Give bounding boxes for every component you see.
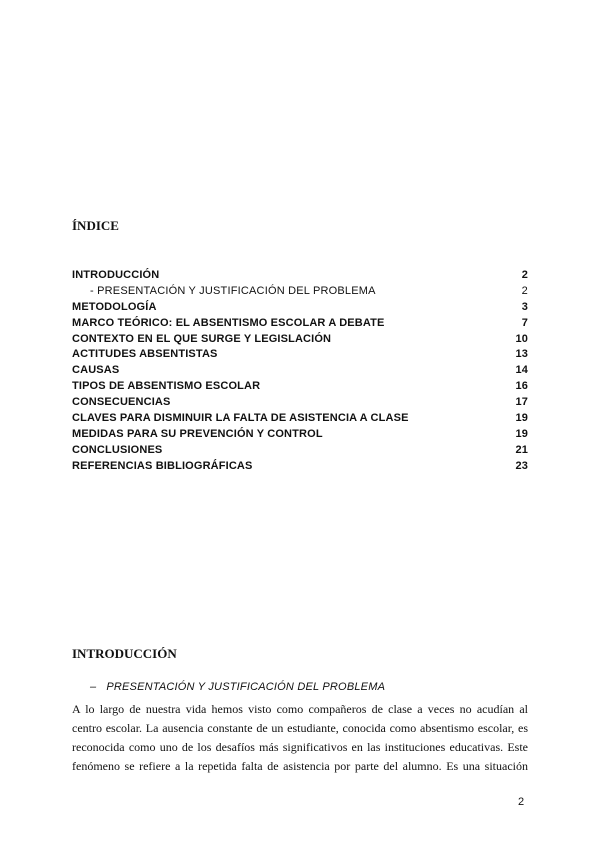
subheading-text: PRESENTACIÓN Y JUSTIFICACIÓN DEL PROBLEMA [106, 681, 386, 693]
toc-entry-page: 19 [515, 427, 528, 440]
toc-entry[interactable] [72, 427, 528, 443]
toc-entry-page: 7 [521, 316, 528, 329]
toc-entry-label: INTRODUCCIÓN [72, 269, 160, 281]
toc-entry-label: TIPOS DE ABSENTISMO ESCOLAR [72, 380, 261, 393]
toc-entry-page: 19 [515, 412, 528, 425]
toc-entry[interactable] [72, 347, 528, 363]
body-line: fenómeno se refiere a la repetida falta de asistencia por parte del alumno. Es una situación [72, 759, 528, 773]
toc-entry[interactable] [72, 332, 528, 348]
toc-entry-label: ACTITUDES ABSENTISTAS [72, 348, 218, 361]
toc-entry-label: MEDIDAS PARA SU PREVENCIÓN Y CONTROL [72, 427, 323, 440]
toc-entry-page: 2 [521, 269, 528, 281]
toc-entry-label: REFERENCIAS BIBLIOGRÁFICAS [72, 459, 253, 472]
toc-entry-page: 17 [515, 396, 528, 409]
section-subheading [90, 681, 385, 693]
toc-entry[interactable] [72, 284, 528, 300]
toc-entry[interactable] [72, 443, 528, 459]
index-title: ÍNDICE [72, 218, 119, 233]
body-line: reconocida como uno de los desafíos más significativos en las instituciones educativas. Este [72, 740, 528, 754]
toc-entry[interactable] [72, 459, 528, 475]
toc-entry-page: 3 [521, 300, 528, 313]
toc-entry-page: 14 [515, 364, 528, 377]
body-line: A lo largo de nuestra vida hemos visto como compañeros de clase a veces no acudían al [72, 702, 528, 716]
toc-entry-page: 21 [515, 443, 528, 456]
toc-entry-label: - PRESENTACIÓN Y JUSTIFICACIÓN DEL PROBLEMA [90, 284, 376, 297]
toc-entry-label: CAUSAS [72, 364, 120, 377]
toc-entry[interactable] [72, 379, 528, 395]
toc-entry[interactable] [72, 316, 528, 332]
toc-entry[interactable] [72, 300, 528, 316]
toc-entry-label: METODOLOGÍA [72, 300, 157, 313]
toc-entry-page: 16 [515, 380, 528, 393]
toc-entry[interactable] [72, 363, 528, 379]
toc-entry[interactable] [72, 411, 528, 427]
body-line: centro escolar. La ausencia constante de un estudiante, conocida como absentismo escolar, es [72, 721, 528, 735]
introduction-body [72, 700, 528, 776]
toc-entry-label: CONTEXTO EN EL QUE SURGE Y LEGISLACIÓN [72, 332, 332, 345]
toc-entry-label: CONCLUSIONES [72, 443, 163, 456]
toc-entry[interactable] [72, 395, 528, 411]
toc-entry-label: CLAVES PARA DISMINUIR LA FALTA DE ASISTENCIA A CLASE [72, 412, 409, 425]
toc-entry-label: MARCO TEÓRICO: EL ABSENTISMO ESCOLAR A DEBATE [72, 316, 385, 329]
toc-entry-page: 10 [515, 332, 528, 345]
toc-entry-page: 2 [521, 284, 528, 297]
toc-entry-label: CONSECUENCIAS [72, 396, 171, 409]
table-of-contents [72, 268, 528, 475]
page-number: 2 [518, 796, 525, 808]
subheading-dash: – [90, 681, 97, 693]
introduction-title: INTRODUCCIÓN [72, 646, 177, 661]
toc-entry[interactable] [72, 268, 528, 284]
toc-entry-page: 23 [515, 459, 528, 472]
toc-entry-page: 13 [515, 348, 528, 361]
